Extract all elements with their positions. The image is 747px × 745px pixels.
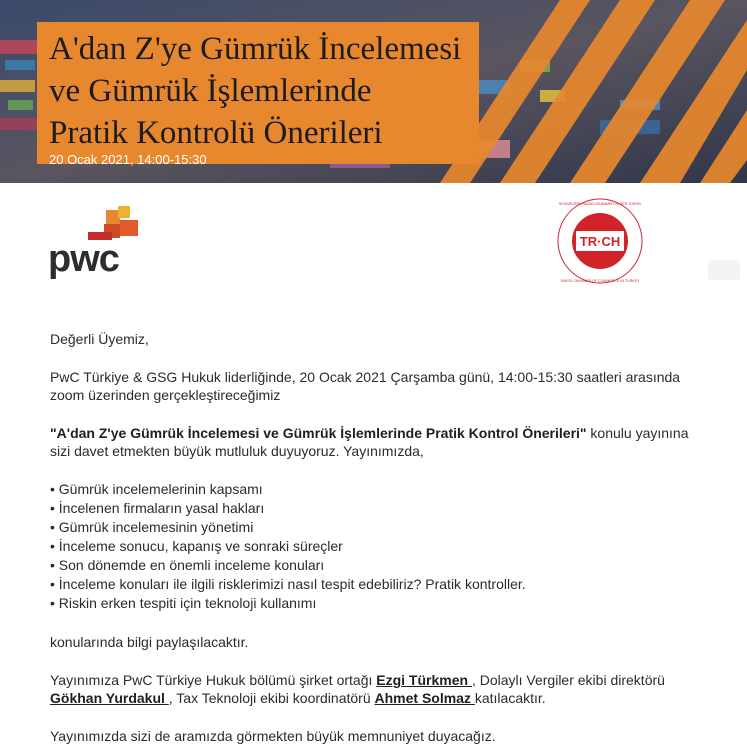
title-line-3: Pratik Kontrolü Önerileri (49, 115, 383, 151)
closing-line: konularında bilgi paylaşılacaktır. (50, 634, 249, 650)
greeting: Değerli Üyemiz, (50, 331, 149, 347)
title-line-2: ve Gümrük İşlemlerinde (49, 73, 372, 109)
title-box (37, 22, 479, 164)
topic-rest: konulu yayınına sizi davet etmekten büyük mutluluk duyuyoruz. Yayınımızda, (50, 425, 689, 459)
list-item: • Gümrük incelemelerinin kapsamı (50, 481, 263, 497)
speaker-link-gokhan[interactable]: Gökhan Yurdakul (50, 690, 169, 706)
email-body (50, 330, 710, 745)
topic-title: "A'dan Z'ye Gümrük İncelemesi ve Gümrük İşlemlerinde Pratik Kontrol Önerileri" (50, 425, 587, 441)
swiss-chamber-logo (556, 195, 644, 287)
title-line-1: A'dan Z'ye Gümrük İncelemesi (49, 31, 462, 67)
speaker-link-ezgi[interactable]: Ezgi Türkmen (376, 672, 472, 688)
chamber-bottom-text: SWISS CHAMBER OF COMMERCE IN TURKEY (560, 279, 640, 283)
intro-paragraph: PwC Türkiye & GSG Hukuk liderliğinde, 20 Ocak 2021 Çarşamba günü, 14:00-15:30 saatleri arasında zoom üzerinden gerçekleştireceğimiz (50, 369, 681, 403)
header-banner (0, 0, 747, 183)
list-item: • Gümrük incelemesinin yönetimi (50, 519, 254, 535)
list-item: • İnceleme sonucu, kapanış ve sonraki süreçler (50, 538, 343, 554)
list-item: • Riskin erken tespiti için teknoloji kullanımı (50, 595, 317, 611)
scroll-helper-button[interactable] (708, 260, 740, 280)
final-line: Yayınımızda sizi de aramızda görmekten büyük memnuniyet duyacağız. (50, 728, 496, 744)
agenda-list (50, 480, 710, 613)
chamber-badge-text: TR·CH (579, 234, 621, 249)
pwc-logo-text: pwc (48, 238, 119, 280)
speaker-link-ahmet[interactable]: Ahmet Solmaz (374, 690, 475, 706)
event-date: 20 Ocak 2021, 14:00-15:30 (49, 152, 207, 167)
list-item: • İncelenen firmaların yasal hakları (50, 500, 265, 516)
list-item: • Son dönemde en önemli inceleme konuları (50, 557, 325, 573)
chamber-top-text: SCHWEIZER HANDELSKAMMER IN DER TÜRKEI (558, 202, 642, 206)
speakers-paragraph: Yayınımıza PwC Türkiye Hukuk bölümü şirket ortağı Ezgi Türkmen , Dolaylı Vergiler ekibi direktörü Gökhan Yurdakul , Tax Teknoloji ekibi koordinatörü Ahmet Solmaz katılacaktır. (50, 672, 665, 706)
list-item: • İnceleme konuları ile ilgili risklerimizi nasıl tespit edebiliriz? Pratik kontroller. (50, 576, 526, 592)
topic-paragraph (50, 424, 710, 460)
